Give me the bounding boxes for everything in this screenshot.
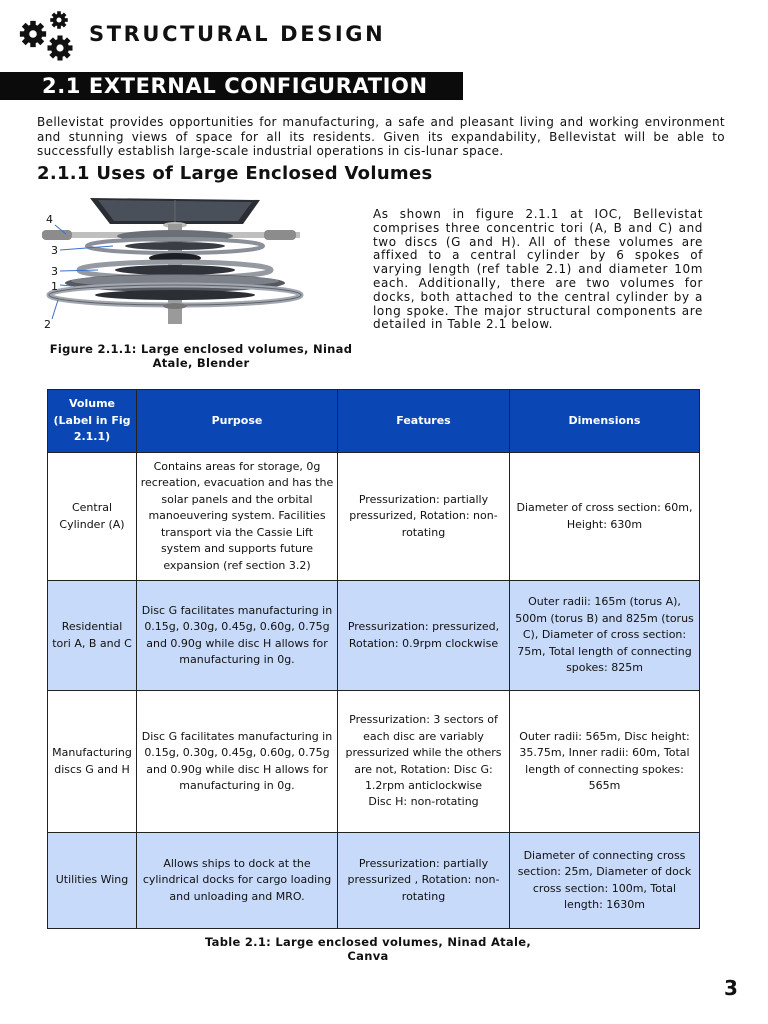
figure-label-4: 4: [46, 213, 53, 226]
cell-features-part-a: Pressurization: 3 sectors of each disc are variably pressurized while the others are not, Rotation: Disc G: 1.2rpm anticlockwise: [345, 713, 502, 792]
cell-dimensions: Diameter of cross section: 60m, Height: 630m: [510, 453, 700, 581]
cell-volume: Central Cylinder (A): [48, 453, 137, 581]
cell-features: Pressurization: partially pressurized, Rotation: non-rotating: [338, 453, 510, 581]
intro-paragraph: Bellevistat provides opportunities for manufacturing, a safe and pleasant living and working environment and stunning views of space for all its residents. Given its expandability, Bellevistat will be able to successfully establish large-scale industrial operations in cis-lunar space.: [37, 115, 725, 158]
table-row: [48, 453, 700, 581]
figure-label-3a: 3: [51, 244, 58, 257]
cell-features-part-b: Disc H: non-rotating: [368, 795, 479, 809]
cell-purpose: Contains areas for storage, 0g recreation, evacuation and has the solar panels and the orbital manoeuvering system. Facilities transport via the Cassie Lift system and supports future expansion (ref section 3.2): [137, 453, 338, 581]
table-caption: Table 2.1: Large enclosed volumes, Ninad Atale, Canva: [204, 935, 532, 963]
figure-label-3b: 3: [51, 265, 58, 278]
figure-caption: Figure 2.1.1: Large enclosed volumes, Ninad Atale, Blender: [49, 342, 353, 370]
table-header-volume: Volume (Label in Fig 2.1.1): [48, 390, 137, 453]
table-header-purpose: Purpose: [137, 390, 338, 453]
cell-features: [338, 691, 510, 833]
station-figure: [38, 194, 314, 334]
figure-description: As shown in figure 2.1.1 at IOC, Bellevistat comprises three concentric tori (A, B and C) and two discs (G and H). All of these volumes are affixed to a central cylinder by 6 spokes of varying length (ref table 2.1) and diameter 10m each. Additionally, there are two volumes for docks, both attached to the central cylinder by a long spoke. The major structural components are detailed in Table 2.1 below.: [373, 207, 703, 332]
figure-label-1: 1: [51, 280, 58, 293]
figure-label-2: 2: [44, 318, 51, 331]
section-title-bar: [0, 72, 463, 100]
cell-features: Pressurization: partially pressurized , Rotation: non-rotating: [338, 833, 510, 929]
page-number: 3: [724, 976, 738, 1000]
table-header-row: [48, 390, 700, 453]
cell-volume: Manufacturing discs G and H: [48, 691, 137, 833]
table-header-features: Features: [338, 390, 510, 453]
volumes-table: [47, 389, 700, 929]
cell-dimensions: Outer radii: 165m (torus A), 500m (torus B) and 825m (torus C), Diameter of cross section: 75m, Total length of connecting spokes: 825m: [510, 581, 700, 691]
table-row: [48, 581, 700, 691]
cell-features: Pressurization: pressurized, Rotation: 0.9rpm clockwise: [338, 581, 510, 691]
header-title: STRUCTURAL DESIGN: [89, 22, 386, 46]
cell-dimensions: Diameter of connecting cross section: 25m, Diameter of dock cross section: 100m, Total length: 1630m: [510, 833, 700, 929]
cell-purpose: Disc G facilitates manufacturing in 0.15g, 0.30g, 0.45g, 0.60g, 0.75g and 0.90g while disc H allows for manufacturing in 0g.: [137, 581, 338, 691]
table-row: [48, 691, 700, 833]
cell-dimensions: Outer radii: 565m, Disc height: 35.75m, Inner radii: 60m, Total length of connecting spokes: 565m: [510, 691, 700, 833]
cell-purpose: Allows ships to dock at the cylindrical docks for cargo loading and unloading and MRO.: [137, 833, 338, 929]
subsection-title: 2.1.1 Uses of Large Enclosed Volumes: [37, 163, 433, 184]
cell-volume: Utilities Wing: [48, 833, 137, 929]
table-row: [48, 833, 700, 929]
table-header-dimensions: Dimensions: [510, 390, 700, 453]
cell-volume: Residential tori A, B and C: [48, 581, 137, 691]
section-title: 2.1 EXTERNAL CONFIGURATION: [42, 74, 428, 98]
gears-icon: [16, 10, 78, 66]
cell-purpose: Disc G facilitates manufacturing in 0.15g, 0.30g, 0.45g, 0.60g, 0.75g and 0.90g while disc H allows for manufacturing in 0g.: [137, 691, 338, 833]
